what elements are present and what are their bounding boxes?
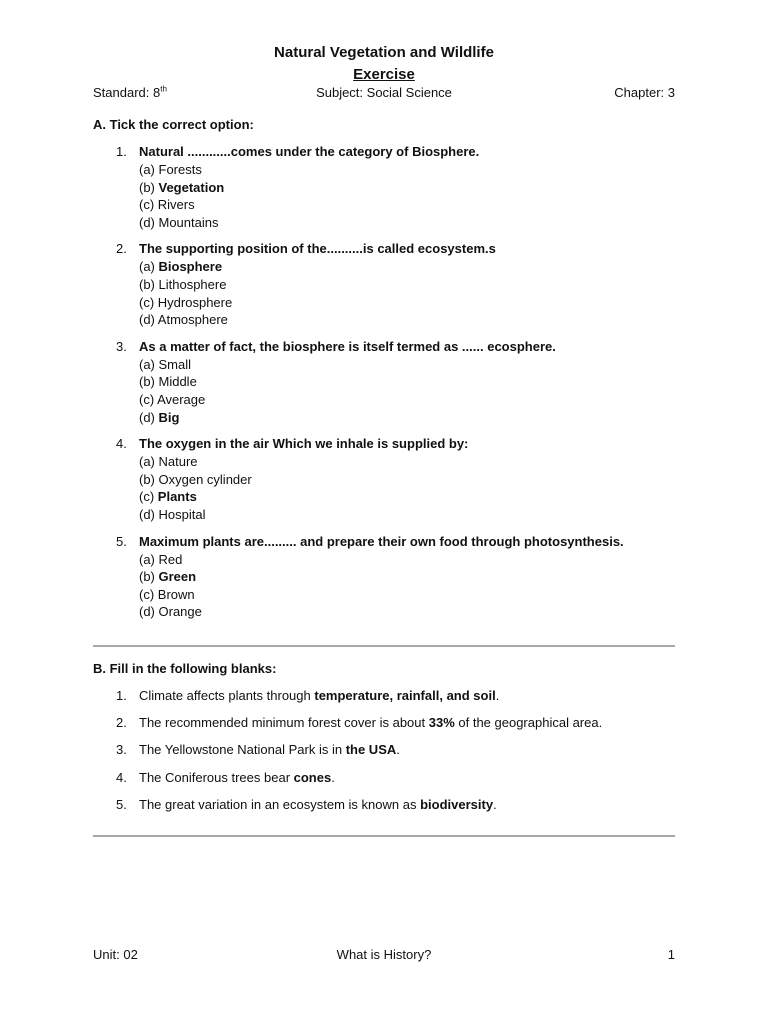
fill-in-item (93, 796, 675, 814)
option (139, 294, 675, 312)
section-b-heading: B. Fill in the following blanks: (93, 661, 277, 676)
question-number: 3. (116, 338, 127, 354)
item-answer: the USA (345, 742, 397, 758)
option (139, 391, 675, 409)
option-prefix: (c) (139, 586, 158, 602)
standard-label: Standard: 8th (93, 84, 167, 100)
fill-in-item (93, 769, 675, 787)
option (139, 506, 675, 524)
option-prefix: (a) (139, 356, 159, 372)
subject-label: Subject: Social Science (316, 85, 452, 100)
correct-option (139, 488, 675, 506)
option-text: Biosphere (158, 259, 223, 275)
option-prefix: (d) (139, 506, 159, 522)
correct-option (139, 179, 675, 197)
item-text: The great variation in an ecosystem is known as (139, 796, 421, 812)
option-text: Hospital (158, 506, 206, 522)
option-prefix: (d) (139, 409, 159, 425)
question-list (93, 143, 675, 621)
option (139, 453, 675, 471)
item-answer: 33% (428, 715, 455, 731)
item-number: 1. (116, 688, 127, 703)
item-text-end: . (495, 688, 500, 703)
item-text: The Yellowstone National Park is in (139, 742, 346, 758)
fill-in-item (93, 741, 675, 759)
question-item (93, 338, 675, 426)
question-number: 2. (116, 241, 127, 257)
item-answer: biodiversity (420, 796, 494, 812)
option-prefix: (c) (139, 197, 158, 213)
option (139, 356, 675, 374)
page-subtitle: Exercise (353, 66, 415, 83)
worksheet-page (93, 0, 675, 1024)
option (139, 214, 675, 232)
option-text: Hydrosphere (157, 294, 233, 310)
item-text-end: . (493, 796, 497, 812)
fill-in-item (93, 687, 675, 705)
item-text: Climate affects plants through (139, 688, 315, 703)
item-answer: temperature, rainfall, and soil (314, 688, 496, 703)
option-text: Rivers (157, 197, 195, 213)
option-prefix: (b) (139, 276, 159, 292)
footer-title: What is History? (336, 947, 432, 962)
question-item (93, 143, 675, 231)
item-number: 2. (116, 715, 127, 731)
option-text: Nature (158, 454, 198, 470)
question-text: The supporting position of the..........is called ecosystem.s (139, 241, 496, 257)
item-answer: cones (293, 769, 332, 785)
item-number: 5. (116, 796, 127, 812)
item-text: The recommended minimum forest cover is about (139, 715, 429, 731)
option (139, 586, 675, 604)
fill-in-item (93, 714, 675, 732)
correct-option (139, 409, 675, 427)
item-number: 4. (116, 769, 127, 785)
option (139, 276, 675, 294)
question-text: As a matter of fact, the biosphere is itself termed as ...... ecosphere. (139, 338, 556, 354)
question-number: 1. (116, 144, 127, 159)
question-item (93, 435, 675, 523)
footer-unit: Unit: 02 (93, 947, 138, 962)
option-text: Green (158, 569, 197, 585)
option-text: Vegetation (158, 179, 225, 195)
option-prefix: (d) (139, 214, 159, 230)
option-prefix: (b) (139, 179, 159, 195)
section-divider (93, 645, 675, 647)
question-text: Natural ............comes under the category of Biosphere. (139, 144, 480, 159)
item-number: 3. (116, 742, 127, 758)
option (139, 196, 675, 214)
chapter-label: Chapter: 3 (614, 85, 675, 100)
option-prefix: (b) (139, 374, 159, 390)
meta-row (93, 85, 675, 103)
question-number: 5. (116, 533, 127, 549)
option-text: Average (157, 391, 206, 407)
option-prefix: (b) (139, 471, 159, 487)
option (139, 311, 675, 329)
option-text: Atmosphere (157, 312, 228, 328)
option-prefix: (d) (139, 312, 158, 328)
option-text: Oxygen cylinder (158, 471, 252, 487)
option-prefix: (a) (139, 454, 159, 470)
correct-option (139, 568, 675, 586)
option-prefix: (d) (139, 604, 159, 620)
option-prefix: (c) (139, 391, 158, 407)
option-prefix: (b) (139, 569, 159, 585)
standard-superscript: th (160, 84, 167, 94)
question-text: Maximum plants are......... and prepare their own food through photosynthesis. (139, 533, 624, 549)
option-text: Orange (158, 604, 202, 620)
section-a-heading: A. Tick the correct option: (93, 117, 254, 132)
question-item (93, 240, 675, 328)
question-number: 4. (116, 436, 127, 452)
option (139, 603, 675, 621)
page-number: 1 (667, 947, 675, 962)
option-prefix: (a) (139, 162, 159, 177)
option-text: Brown (157, 586, 195, 602)
item-text: The Coniferous trees bear (139, 769, 294, 785)
option-text: Mountains (158, 214, 219, 230)
option (139, 551, 675, 569)
section-a (93, 116, 675, 630)
question-item (93, 533, 675, 621)
option-text: Small (158, 356, 192, 372)
option-text: Red (158, 551, 183, 567)
section-b (93, 660, 675, 823)
option-prefix: (a) (139, 259, 159, 275)
option (139, 161, 675, 179)
item-text-end: of the geographical area. (454, 715, 603, 731)
option-text: Big (158, 409, 180, 425)
option-prefix: (c) (139, 489, 158, 505)
correct-option (139, 258, 675, 276)
option (139, 471, 675, 489)
option-text: Middle (158, 374, 197, 390)
item-text-end: . (331, 769, 335, 785)
page-footer (93, 947, 675, 965)
option-text: Forests (158, 162, 202, 177)
option-text: Plants (157, 489, 197, 505)
option-prefix: (c) (139, 294, 158, 310)
question-text: The oxygen in the air Which we inhale is supplied by: (139, 436, 469, 452)
page-title: Natural Vegetation and Wildlife (274, 44, 494, 61)
item-text-end: . (396, 742, 400, 758)
option-prefix: (a) (139, 551, 159, 567)
option (139, 373, 675, 391)
section-divider (93, 835, 675, 837)
option-text: Lithosphere (158, 276, 227, 292)
fill-in-list (93, 687, 675, 814)
